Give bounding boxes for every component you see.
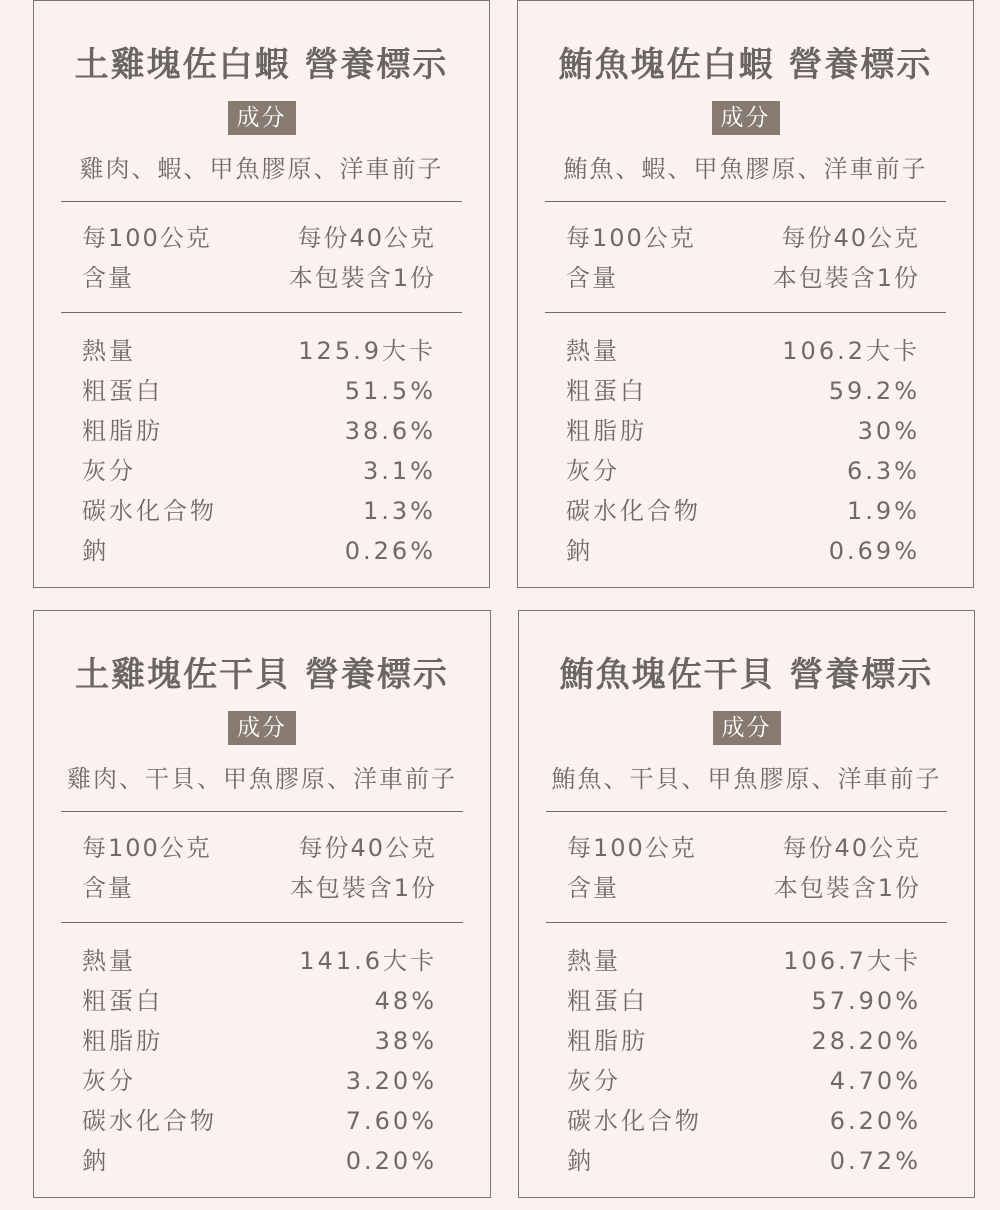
nutrient-row (566, 531, 920, 571)
nutrient-label: 粗脂肪 (82, 417, 163, 445)
nutrient-label: 熱量 (82, 947, 136, 975)
card-title: 土雞塊佐干貝 營養標示 (75, 655, 449, 695)
per-100g-label: 每100公克 (82, 224, 212, 252)
header-right (773, 218, 920, 298)
nutrient-row (82, 531, 436, 571)
nutrition-card-tuna-scallop (518, 610, 975, 1198)
header-right (290, 828, 437, 908)
nutrient-value: 51.5% (344, 377, 436, 405)
nutrient-row (82, 941, 437, 981)
nutrient-label: 灰分 (82, 457, 136, 485)
nutrient-value: 48% (374, 987, 437, 1015)
servings-per-pack-label: 本包裝含1份 (773, 874, 921, 902)
nutrient-list (566, 331, 920, 571)
servings-per-pack-label: 本包裝含1份 (288, 264, 436, 292)
nutrient-row (566, 331, 920, 371)
nutrient-label: 碳水化合物 (567, 1107, 702, 1135)
nutrient-row (82, 1061, 437, 1101)
per-100g-label: 每100公克 (566, 224, 696, 252)
nutrient-label: 鈉 (567, 1147, 594, 1175)
nutrient-row (566, 371, 920, 411)
nutrient-value: 7.60% (345, 1107, 437, 1135)
nutrient-row (567, 981, 921, 1021)
nutrient-value: 125.9大卡 (298, 337, 436, 365)
content-label: 含量 (82, 264, 134, 292)
header-right (289, 218, 436, 298)
nutrient-list (567, 941, 921, 1181)
nutrient-label: 灰分 (566, 457, 620, 485)
header-right (774, 828, 921, 908)
nutrient-row (82, 371, 436, 411)
divider (545, 201, 946, 202)
nutrient-value: 106.7大卡 (783, 947, 921, 975)
nutrient-row (567, 941, 921, 981)
card-title: 土雞塊佐白蝦 營養標示 (74, 45, 449, 85)
nutrient-row (566, 411, 920, 451)
nutrient-row (82, 411, 436, 451)
nutrient-value: 3.1% (363, 457, 436, 485)
content-label: 含量 (567, 874, 619, 902)
nutrient-label: 熱量 (566, 337, 620, 365)
per-serving-label: 每份40公克 (298, 834, 437, 862)
nutrient-row (82, 451, 436, 491)
ingredients-badge: 成分 (228, 711, 296, 745)
card-title: 鮪魚塊佐白蝦 營養標示 (558, 45, 933, 85)
nutrient-row (82, 1101, 437, 1141)
per-serving-label: 每份40公克 (297, 224, 436, 252)
nutrient-value: 0.72% (829, 1147, 921, 1175)
nutrient-label: 灰分 (567, 1067, 621, 1095)
nutrient-value: 0.26% (344, 537, 436, 565)
nutrient-value: 4.70% (829, 1067, 921, 1095)
divider (61, 201, 462, 202)
nutrient-label: 熱量 (82, 337, 136, 365)
nutrient-label: 碳水化合物 (82, 1107, 217, 1135)
ingredients-list: 鮪魚、干貝、甲魚膠原、洋車前子 (551, 765, 942, 793)
nutrient-row (82, 1021, 437, 1061)
content-label: 含量 (566, 264, 618, 292)
divider (545, 312, 946, 313)
nutrient-value: 0.69% (828, 537, 920, 565)
header-left (82, 828, 212, 908)
divider (546, 922, 947, 923)
nutrient-label: 粗蛋白 (567, 987, 648, 1015)
nutrient-row (82, 491, 436, 531)
nutrient-value: 3.20% (345, 1067, 437, 1095)
nutrient-label: 鈉 (566, 537, 593, 565)
nutrient-row (566, 451, 920, 491)
nutrient-value: 106.2大卡 (782, 337, 920, 365)
header-left (82, 218, 212, 298)
ingredients-badge: 成分 (713, 711, 781, 745)
ingredients-badge: 成分 (228, 101, 296, 135)
nutrient-value: 1.9% (847, 497, 920, 525)
ingredients-list: 雞肉、干貝、甲魚膠原、洋車前子 (67, 765, 457, 793)
nutrient-label: 碳水化合物 (82, 497, 217, 525)
card-title: 鮪魚塊佐干貝 營養標示 (559, 655, 934, 695)
nutrient-row (82, 331, 436, 371)
servings-per-pack-label: 本包裝含1份 (772, 264, 920, 292)
nutrient-label: 灰分 (82, 1067, 136, 1095)
nutrient-label: 粗蛋白 (82, 987, 163, 1015)
ingredients-list: 鮪魚、蝦、甲魚膠原、洋車前子 (563, 155, 928, 183)
nutrient-list (82, 331, 436, 571)
nutrient-value: 1.3% (363, 497, 436, 525)
nutrient-value: 6.3% (847, 457, 920, 485)
content-label: 含量 (82, 874, 134, 902)
nutrient-row (82, 981, 437, 1021)
nutrient-row (567, 1021, 921, 1061)
nutrient-value: 30% (857, 417, 920, 445)
nutrient-label: 粗脂肪 (566, 417, 647, 445)
nutrient-row (566, 491, 920, 531)
nutrient-value: 141.6大卡 (299, 947, 437, 975)
header-left (566, 218, 696, 298)
nutrient-value: 28.20% (811, 1027, 921, 1055)
nutrient-label: 粗蛋白 (566, 377, 647, 405)
nutrient-value: 57.90% (811, 987, 921, 1015)
nutrient-value: 0.20% (345, 1147, 437, 1175)
nutrient-label: 鈉 (82, 537, 109, 565)
ingredients-badge: 成分 (712, 101, 780, 135)
per-serving-label: 每份40公克 (782, 834, 921, 862)
nutrition-card-chicken-scallop (33, 610, 491, 1198)
nutrient-label: 熱量 (567, 947, 621, 975)
nutrient-label: 碳水化合物 (566, 497, 701, 525)
nutrition-card-chicken-shrimp (33, 0, 490, 588)
ingredients-list: 雞肉、蝦、甲魚膠原、洋車前子 (79, 155, 444, 183)
nutrient-label: 鈉 (82, 1147, 109, 1175)
header-left (567, 828, 697, 908)
nutrient-value: 38% (374, 1027, 437, 1055)
divider (61, 922, 463, 923)
nutrient-label: 粗蛋白 (82, 377, 163, 405)
nutrient-list (82, 941, 437, 1181)
per-100g-label: 每100公克 (82, 834, 212, 862)
nutrient-row (82, 1141, 437, 1181)
divider (61, 312, 462, 313)
nutrient-value: 38.6% (344, 417, 436, 445)
nutrient-row (567, 1061, 921, 1101)
nutrient-row (567, 1101, 921, 1141)
nutrition-card-tuna-shrimp (517, 0, 974, 588)
nutrient-value: 59.2% (828, 377, 920, 405)
per-100g-label: 每100公克 (567, 834, 697, 862)
per-serving-label: 每份40公克 (781, 224, 920, 252)
nutrient-label: 粗脂肪 (82, 1027, 163, 1055)
nutrient-value: 6.20% (829, 1107, 921, 1135)
nutrient-label: 粗脂肪 (567, 1027, 648, 1055)
nutrient-row (567, 1141, 921, 1181)
servings-per-pack-label: 本包裝含1份 (289, 874, 437, 902)
divider (546, 811, 947, 812)
divider (61, 811, 463, 812)
